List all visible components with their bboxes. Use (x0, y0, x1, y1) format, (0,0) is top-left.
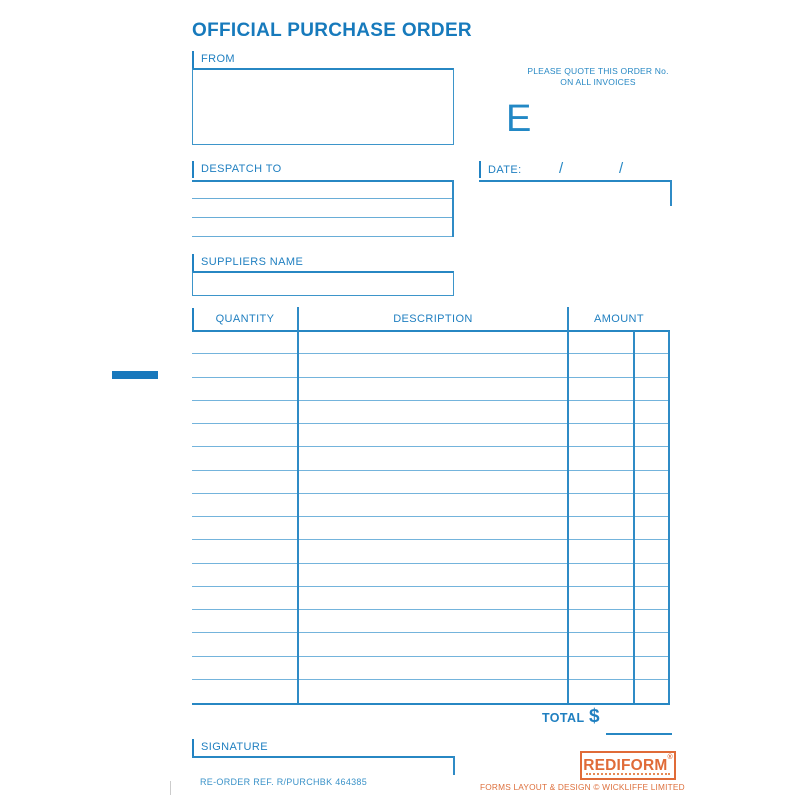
table-row (192, 494, 670, 517)
table-divider-cents (633, 331, 635, 703)
table-row (192, 424, 670, 447)
table-row (192, 610, 670, 633)
table-row (192, 354, 670, 377)
date-slash-1: / (559, 160, 564, 177)
date-slash-2: / (619, 160, 624, 177)
table-row (192, 564, 670, 587)
table-row (192, 378, 670, 401)
crop-mark (170, 781, 171, 795)
despatch-label-bar (192, 161, 194, 178)
date-label: DATE: (488, 164, 522, 176)
date-underline (479, 180, 672, 182)
order-note (518, 66, 678, 88)
brand-dotted-rule (586, 773, 670, 775)
table-row (192, 633, 670, 656)
despatch-label: DESPATCH TO (201, 163, 282, 175)
table-divider-description (567, 307, 569, 703)
column-header-amount: AMOUNT (593, 313, 645, 325)
table-row (192, 680, 670, 703)
table-row (192, 401, 670, 424)
table-row (192, 540, 670, 563)
print-registration-mark (112, 371, 158, 379)
despatch-bottom-line (192, 236, 453, 237)
signature-label: SIGNATURE (201, 741, 268, 753)
order-note-line1: PLEASE QUOTE THIS ORDER No. (527, 66, 669, 76)
table-body (192, 331, 670, 703)
total-underline (606, 733, 672, 735)
suppliers-name-box (192, 271, 454, 296)
table-right-border (668, 331, 670, 703)
from-label: FROM (201, 53, 235, 65)
despatch-write-line (192, 217, 453, 218)
footer-credit: FORMS LAYOUT & DESIGN © WICKLIFFE LIMITED (480, 782, 685, 792)
table-row (192, 471, 670, 494)
column-header-description: DESCRIPTION (393, 313, 473, 325)
total-currency-symbol: $ (589, 706, 600, 727)
from-label-bar (192, 51, 194, 68)
brand-name (582, 753, 674, 774)
registered-trademark-symbol: ® (667, 753, 673, 761)
table-row (192, 657, 670, 680)
despatch-right-border (452, 180, 454, 237)
date-label-bar (479, 161, 481, 178)
from-address-box (192, 68, 454, 145)
table-bottom-line (192, 703, 670, 705)
suppliers-label: SUPPLIERS NAME (201, 256, 304, 268)
brand-name-text: REDIFORM (583, 757, 668, 774)
total-label: TOTAL (542, 711, 585, 725)
table-row (192, 517, 670, 540)
signature-label-bar (192, 739, 194, 756)
despatch-write-line (192, 198, 453, 199)
column-header-quantity: QUANTITY (215, 313, 275, 325)
table-row (192, 447, 670, 470)
signature-right-border (453, 756, 455, 775)
suppliers-label-bar (192, 254, 194, 271)
signature-line (192, 756, 455, 758)
table-row (192, 587, 670, 610)
form-title: OFFICIAL PURCHASE ORDER (192, 20, 472, 41)
rediform-logo (580, 751, 676, 780)
series-letter: E (506, 98, 532, 140)
order-note-line2: ON ALL INVOICES (560, 77, 636, 88)
date-right-border (670, 180, 672, 206)
table-row (192, 331, 670, 354)
despatch-top-line (192, 180, 454, 182)
table-divider-quantity (297, 307, 299, 703)
reorder-reference: RE-ORDER REF. R/PURCHBK 464385 (200, 777, 368, 787)
